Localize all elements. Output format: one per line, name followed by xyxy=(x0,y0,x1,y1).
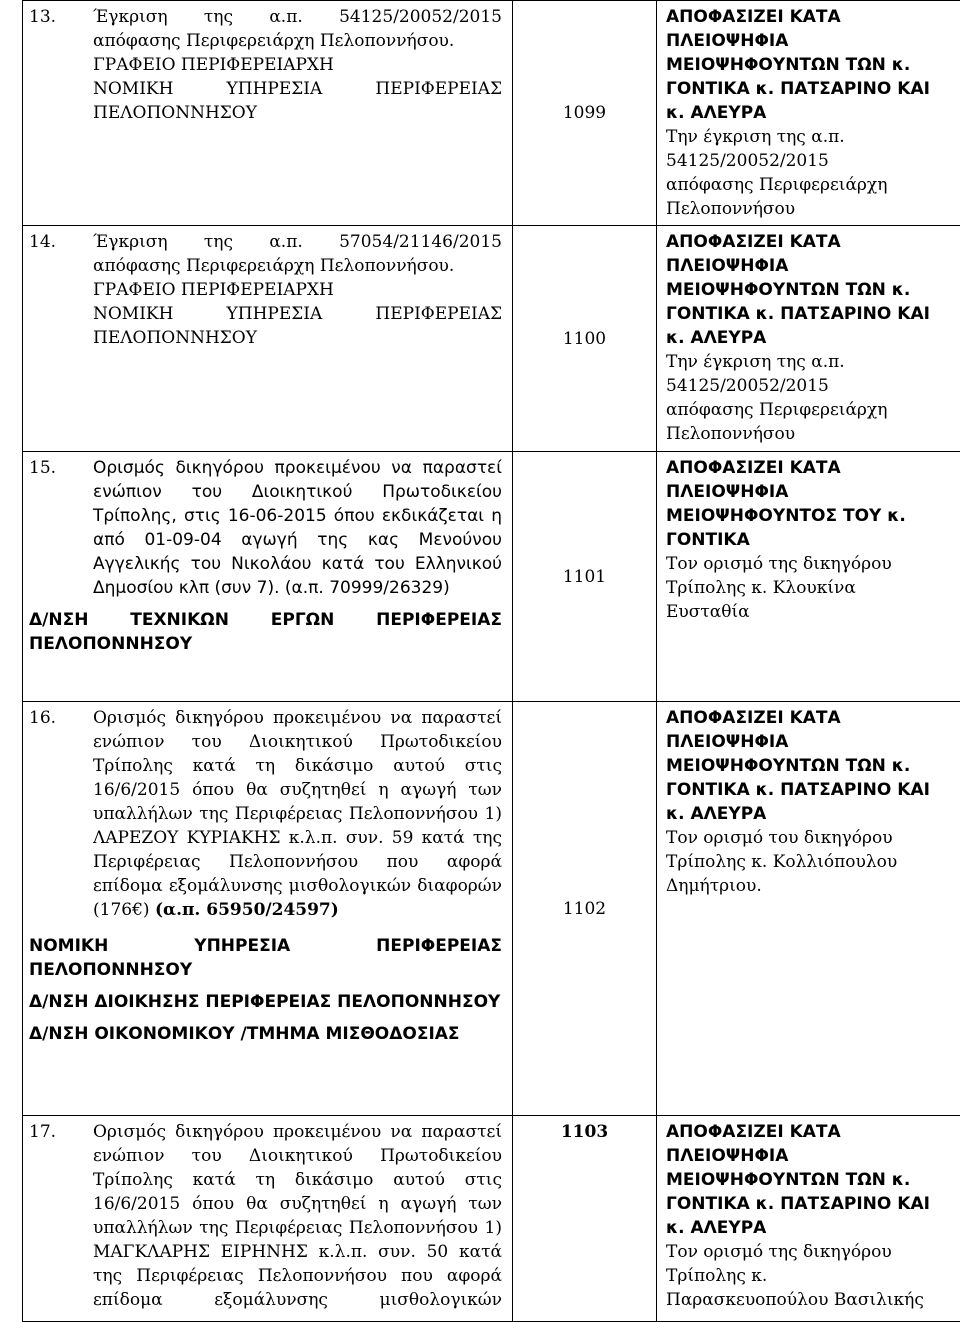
decision-line: ΑΠΟΦΑΣΙΖΕΙ ΚΑΤΑ xyxy=(666,230,954,254)
decision-line: ΑΠΟΦΑΣΙΖΕΙ ΚΑΤΑ xyxy=(666,5,954,29)
decision-number: 1102 xyxy=(513,702,657,1116)
decision-number: 1101 xyxy=(513,452,657,702)
decision-cell xyxy=(657,1116,960,1322)
department: ΝΟΜΙΚΗ ΥΠΗΡΕΣΙΑ ΠΕΡΙΦΕΡΕΙΑΣ ΠΕΛΟΠΟΝΝΗΣΟΥ xyxy=(93,302,502,350)
decision-line: ΠΛΕΙΟΨΗΦΙΑ xyxy=(666,730,954,754)
decision-text: Πελοποννήσου xyxy=(666,422,954,446)
decision-text: απόφασης Περιφερειάρχη xyxy=(666,173,954,197)
table-row xyxy=(23,1,960,226)
decision-number: 1099 xyxy=(513,1,657,226)
decision-text: Την έγκριση της α.π. xyxy=(666,125,954,149)
decision-text: Τρίπολης κ. xyxy=(666,1264,954,1288)
table-row xyxy=(23,1116,960,1322)
decision-line: κ. ΑΛΕΥΡΑ xyxy=(666,802,954,826)
item-cell xyxy=(23,226,513,452)
item-cell xyxy=(23,452,513,702)
decision-line: κ. ΑΛΕΥΡΑ xyxy=(666,101,954,125)
decision-text: απόφασης Περιφερειάρχη xyxy=(666,398,954,422)
decision-text: Πελοποννήσου xyxy=(666,197,954,221)
decision-number: 1100 xyxy=(513,226,657,452)
department: Δ/ΝΣΗ ΟΙΚΟΝΟΜΙΚΟΥ /ΤΜΗΜΑ ΜΙΣΘΟΔΟΣΙΑΣ xyxy=(29,1022,502,1046)
decision-line: ΠΛΕΙΟΨΗΦΙΑ xyxy=(666,254,954,278)
decision-text: 54125/20052/2015 xyxy=(666,374,954,398)
decision-text: Ευσταθία xyxy=(666,600,954,624)
decision-line: ΓΟΝΤΙΚΑ κ. ΠΑΤΣΑΡΙΝΟ ΚΑΙ xyxy=(666,302,954,326)
table-row xyxy=(23,452,960,702)
decision-line: ΠΛΕΙΟΨΗΦΙΑ xyxy=(666,480,954,504)
department: ΝΟΜΙΚΗ ΥΠΗΡΕΣΙΑ ΠΕΡΙΦΕΡΕΙΑΣ ΠΕΛΟΠΟΝΝΗΣΟΥ xyxy=(29,934,502,982)
decision-text: Τρίπολης κ. Κολλιόπουλου xyxy=(666,850,954,874)
decision-cell xyxy=(657,702,960,1116)
decision-text: Τον ορισμό του δικηγόρου xyxy=(666,826,954,850)
decision-number: 1103 xyxy=(513,1116,657,1322)
item-number: 14. xyxy=(29,230,93,350)
item-cell xyxy=(23,1116,513,1322)
decision-line: ΜΕΙΟΨΗΦΟΥΝΤΩΝ ΤΩΝ κ. xyxy=(666,278,954,302)
decision-text: Την έγκριση της α.π. xyxy=(666,350,954,374)
item-title: Ορισμός δικηγόρου προκειμένου να παραστεί ενώπιον του Διοικητικού Πρωτοδικείου Τρίπολης, στις 16-06-2015 όπου εκδικάζεται η από 01-09-04 αγωγή της κας Μενούνου Αγγελικής του Νικολάου κατά του Ελληνικού Δημοσίου κλπ (συν 7). (α.π. 70999/26329) xyxy=(93,456,502,600)
decision-cell xyxy=(657,1,960,226)
decision-line: ΓΟΝΤΙΚΑ xyxy=(666,528,954,552)
decision-cell xyxy=(657,452,960,702)
item-cell xyxy=(23,1,513,226)
department: ΝΟΜΙΚΗ ΥΠΗΡΕΣΙΑ ΠΕΡΙΦΕΡΕΙΑΣ ΠΕΛΟΠΟΝΝΗΣΟΥ xyxy=(93,77,502,125)
decision-line: κ. ΑΛΕΥΡΑ xyxy=(666,326,954,350)
decision-text: Παρασκευοπούλου Βασιλικής xyxy=(666,1288,954,1312)
item-reference: (α.π. 65950/24597) xyxy=(155,900,339,920)
item-number: 15. xyxy=(29,456,93,600)
item-number: 13. xyxy=(29,5,93,125)
decision-text: Τρίπολης κ. Κλουκίνα xyxy=(666,576,954,600)
decision-line: ΓΟΝΤΙΚΑ κ. ΠΑΤΣΑΡΙΝΟ ΚΑΙ xyxy=(666,1192,954,1216)
decision-cell xyxy=(657,226,960,452)
decision-line: ΠΛΕΙΟΨΗΦΙΑ xyxy=(666,29,954,53)
item-title: Έγκριση της α.π. 54125/20052/2015 απόφασης Περιφερειάρχη Πελοποννήσου. xyxy=(93,5,502,53)
item-number: 17. xyxy=(29,1120,93,1312)
decision-line: ΑΠΟΦΑΣΙΖΕΙ ΚΑΤΑ xyxy=(666,706,954,730)
decision-line: κ. ΑΛΕΥΡΑ xyxy=(666,1216,954,1240)
item-cell xyxy=(23,702,513,1116)
decision-line: ΜΕΙΟΨΗΦΟΥΝΤΩΝ ΤΩΝ κ. xyxy=(666,754,954,778)
minutes-table xyxy=(22,0,960,1322)
table-row xyxy=(23,702,960,1116)
decision-line: ΑΠΟΦΑΣΙΖΕΙ ΚΑΤΑ xyxy=(666,1120,954,1144)
decision-line: ΠΛΕΙΟΨΗΦΙΑ xyxy=(666,1144,954,1168)
decision-text: Τον ορισμό της δικηγόρου xyxy=(666,552,954,576)
decision-line: ΓΟΝΤΙΚΑ κ. ΠΑΤΣΑΡΙΝΟ ΚΑΙ xyxy=(666,778,954,802)
item-title: Έγκριση της α.π. 57054/21146/2015 απόφασης Περιφερειάρχη Πελοποννήσου. xyxy=(93,230,502,278)
decision-line: ΜΕΙΟΨΗΦΟΥΝΤΟΣ ΤΟΥ κ. xyxy=(666,504,954,528)
item-number: 16. xyxy=(29,706,93,922)
decision-line: ΜΕΙΟΨΗΦΟΥΝΤΩΝ ΤΩΝ κ. xyxy=(666,53,954,77)
decision-text: Δημήτριου. xyxy=(666,874,954,898)
decision-line: ΑΠΟΦΑΣΙΖΕΙ ΚΑΤΑ xyxy=(666,456,954,480)
department: Δ/ΝΣΗ ΤΕΧΝΙΚΩΝ ΕΡΓΩΝ ΠΕΡΙΦΕΡΕΙΑΣ ΠΕΛΟΠΟΝΝΗΣΟΥ xyxy=(29,608,502,656)
department: ΓΡΑΦΕΙΟ ΠΕΡΙΦΕΡΕΙΑΡΧΗ xyxy=(93,278,502,302)
table-row xyxy=(23,226,960,452)
decision-line: ΜΕΙΟΨΗΦΟΥΝΤΩΝ ΤΩΝ κ. xyxy=(666,1168,954,1192)
decision-text: Τον ορισμό της δικηγόρου xyxy=(666,1240,954,1264)
decision-line: ΓΟΝΤΙΚΑ κ. ΠΑΤΣΑΡΙΝΟ ΚΑΙ xyxy=(666,77,954,101)
department: Δ/ΝΣΗ ΔΙΟΙΚΗΣΗΣ ΠΕΡΙΦΕΡΕΙΑΣ ΠΕΛΟΠΟΝΝΗΣΟΥ xyxy=(29,990,502,1014)
item-title: Ορισμός δικηγόρου προκειμένου να παραστεί ενώπιον του Διοικητικού Πρωτοδικείου Τρίπολης κατά τη δικάσιμο αυτού στις 16/6/2015 όπου θα συζητηθεί η αγωγή των υπαλλήλων της Περιφέρειας Πελοποννήσου 1) ΛΑΡΕΖΟΥ ΚΥΡΙΑΚΗΣ κ.λ.π. συν. 59 κατά της Περιφέρειας Πελοποννήσου που αφορά επίδομα εξομάλυνσης μισθολογικών διαφορών (176€) xyxy=(93,708,502,920)
department: ΓΡΑΦΕΙΟ ΠΕΡΙΦΕΡΕΙΑΡΧΗ xyxy=(93,53,502,77)
decision-text: 54125/20052/2015 xyxy=(666,149,954,173)
item-title: Ορισμός δικηγόρου προκειμένου να παραστεί ενώπιον του Διοικητικού Πρωτοδικείου Τρίπολης κατά τη δικάσιμο αυτού στις 16/6/2015 όπου θα συζητηθεί η αγωγή των υπαλλήλων της Περιφέρειας Πελοποννήσου 1) ΜΑΓΚΛΑΡΗΣ ΕΙΡΗΝΗΣ κ.λ.π. συν. 50 κατά της Περιφέρειας Πελοποννήσου που αφορά επίδομα εξομάλυνσης μισθολογικών xyxy=(93,1120,502,1312)
